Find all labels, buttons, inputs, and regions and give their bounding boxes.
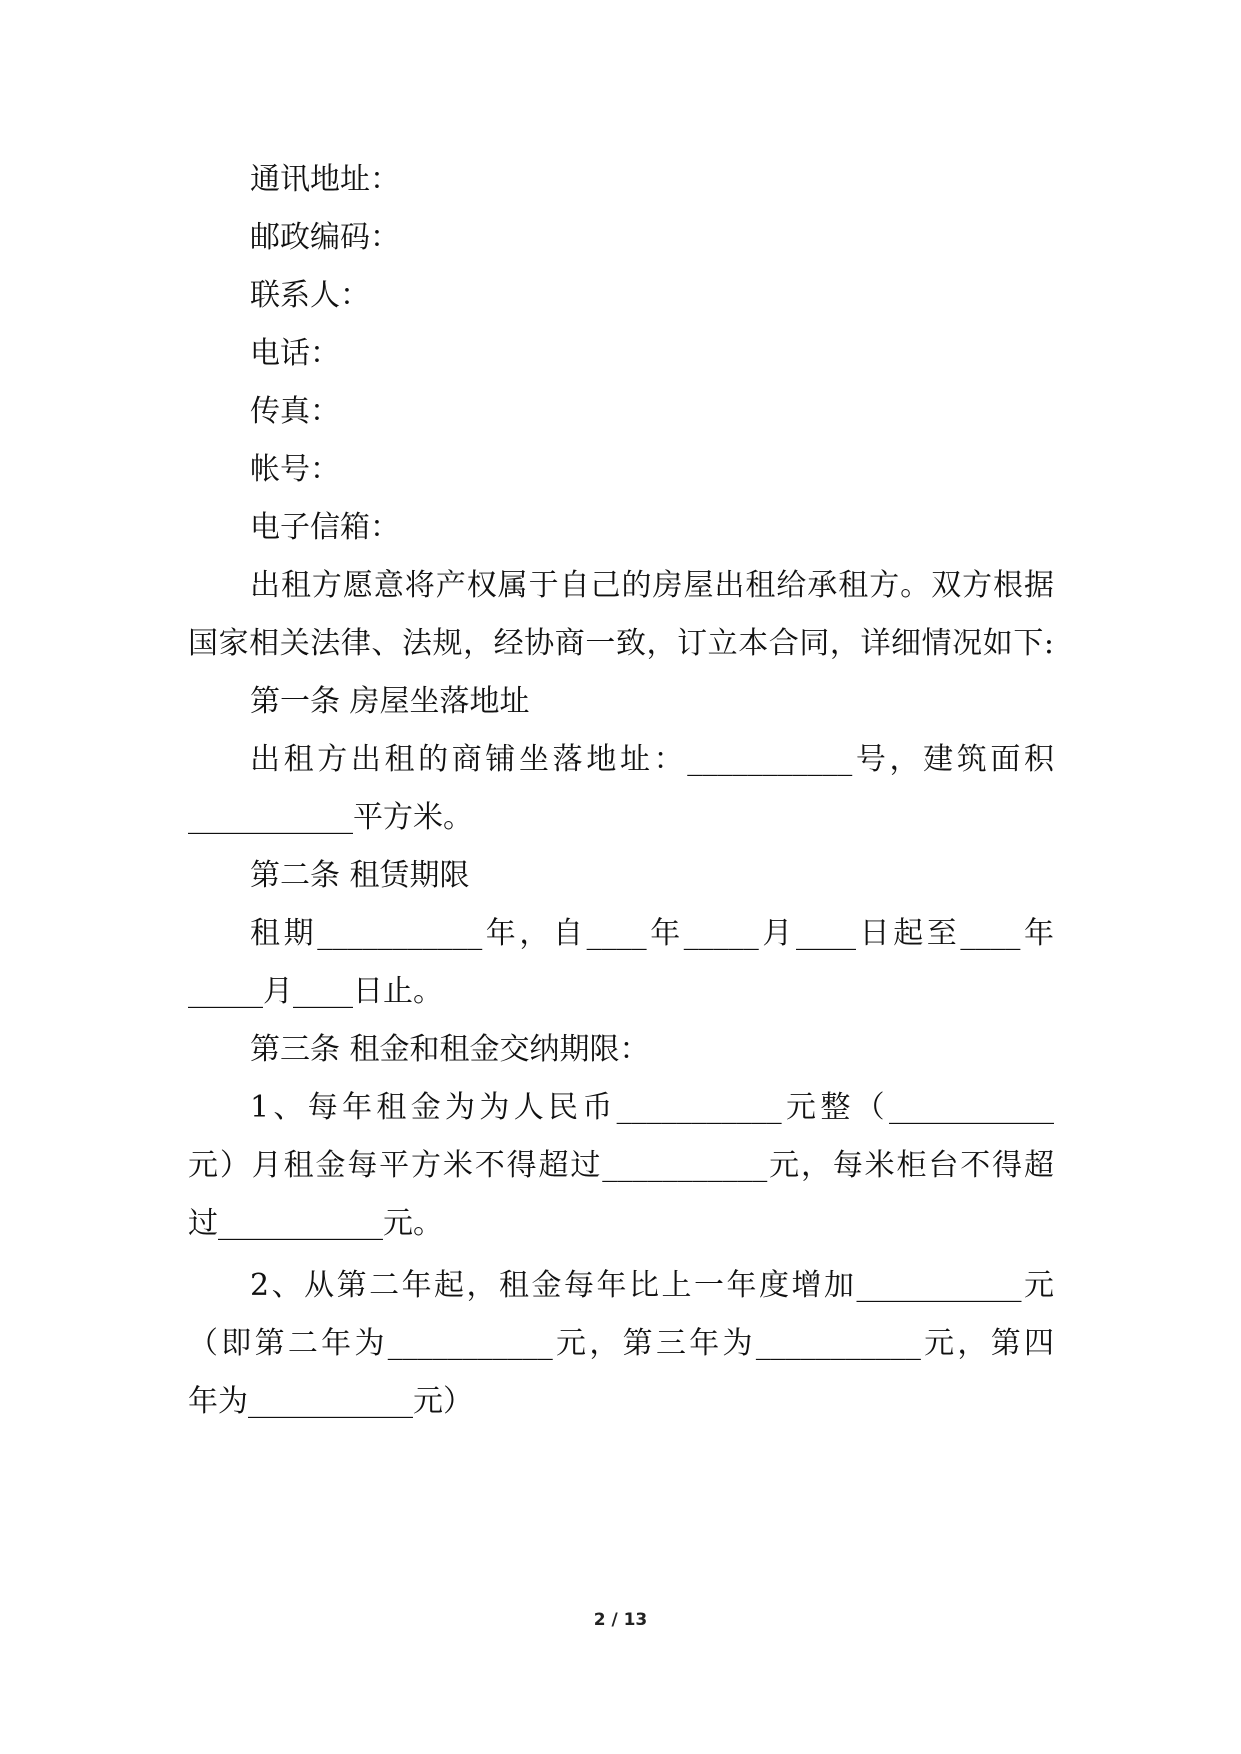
article-2-text-line-2: _____月____日止。 [188, 974, 443, 1009]
field-account: 帐号： [250, 452, 340, 487]
article-1-text-line-1: 出租方出租的商铺坐落地址：___________号，建筑面积 [250, 742, 1054, 777]
intro-paragraph-line-1: 出租方愿意将产权属于自己的房屋出租给承租方。双方根据 [250, 568, 1054, 603]
field-fax: 传真： [250, 394, 340, 429]
article-3-item-1-line-2: 元）月租金每平方米不得超过___________元，每米柜台不得超 [188, 1148, 1054, 1183]
article-2-heading: 第二条 租赁期限 [250, 858, 470, 893]
page-number: 2 / 13 [593, 1610, 648, 1630]
article-3-item-1-line-3: 过___________元。 [188, 1206, 443, 1241]
field-contact-person: 联系人： [250, 278, 370, 313]
article-3-item-2-line-3: 年为___________元） [188, 1384, 473, 1419]
article-1-text-line-2: ___________平方米。 [188, 800, 473, 835]
article-3-item-1-line-1: 1、每年租金为为人民币___________元整（___________ [250, 1090, 1054, 1125]
article-3-item-2-line-2: （即第二年为___________元，第三年为___________元，第四 [188, 1326, 1054, 1361]
intro-paragraph-line-2: 国家相关法律、法规，经协商一致，订立本合同，详细情况如下: [188, 626, 1054, 661]
field-phone: 电话： [250, 336, 340, 371]
field-email: 电子信箱： [250, 510, 400, 545]
article-2-text-line-1: 租期___________年，自____年_____月____日起至____年 [250, 916, 1054, 951]
article-3-heading: 第三条 租金和租金交纳期限： [250, 1032, 650, 1067]
field-postal-code: 邮政编码： [250, 220, 400, 255]
article-1-heading: 第一条 房屋坐落地址 [250, 684, 530, 719]
field-address: 通讯地址： [250, 162, 400, 197]
article-3-item-2-line-1: 2、从第二年起，租金每年比上一年度增加___________元 [250, 1268, 1054, 1303]
